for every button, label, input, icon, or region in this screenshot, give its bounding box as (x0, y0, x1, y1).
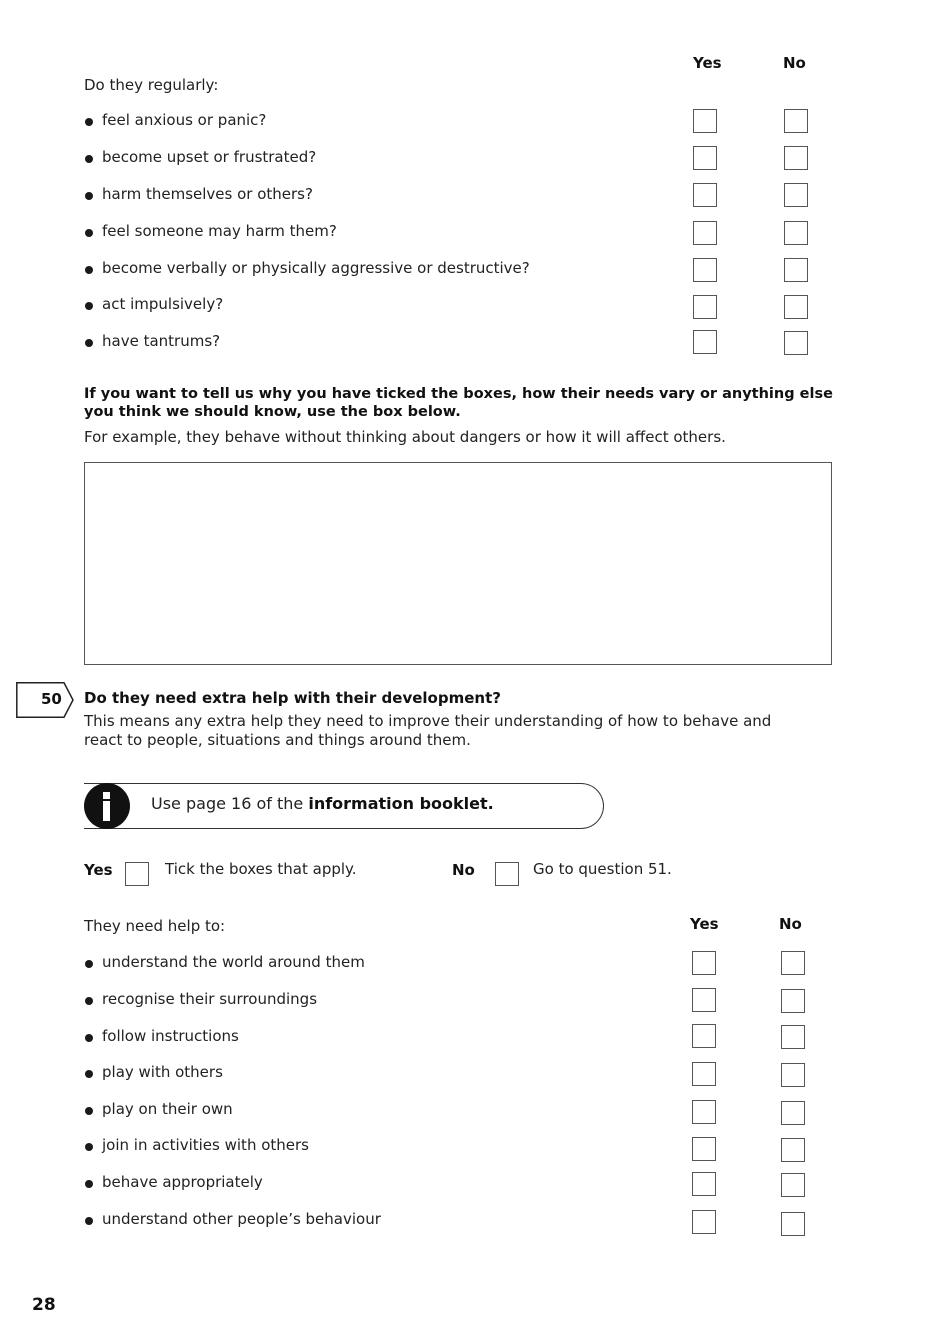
item-label: feel someone may harm them? (102, 222, 337, 240)
question-number-badge (16, 682, 74, 718)
item-label: play with others (102, 1063, 223, 1081)
explanation-textarea[interactable] (84, 462, 832, 665)
bullet-icon (85, 1107, 93, 1115)
item-label: follow instructions (102, 1027, 239, 1045)
info-icon (84, 783, 130, 829)
checkbox-yes-play-others[interactable] (692, 1062, 716, 1086)
checkbox-yes-aggressive[interactable] (693, 258, 717, 282)
bullet-icon (85, 1143, 93, 1151)
question-description: This means any extra help they need to improve their understanding of how to behave and react to people, situations and things around them. (84, 712, 772, 749)
bullet-icon (85, 960, 93, 968)
checkbox-yes-surroundings[interactable] (692, 988, 716, 1012)
checkbox-yes-upset[interactable] (693, 146, 717, 170)
bullet-icon (85, 266, 93, 274)
checkbox-no-aggressive[interactable] (784, 258, 808, 282)
question-number: 50 (41, 690, 62, 708)
item-label: play on their own (102, 1100, 233, 1118)
checkbox-no-behave[interactable] (781, 1173, 805, 1197)
bullet-icon (85, 302, 93, 310)
checkbox-no-instructions[interactable] (781, 1025, 805, 1049)
bullet-icon (85, 1217, 93, 1225)
no-column-header-2: No (779, 915, 802, 933)
bullet-icon (85, 1070, 93, 1078)
bullet-icon (85, 118, 93, 126)
question-title: Do they need extra help with their development? (84, 689, 501, 707)
page-number: 28 (32, 1295, 56, 1315)
item-label: become verbally or physically aggressive or destructive? (102, 259, 530, 277)
yes-column-header-2: Yes (690, 915, 719, 933)
checkbox-yes-anxious[interactable] (693, 109, 717, 133)
item-label: harm themselves or others? (102, 185, 313, 203)
explain-instruction: If you want to tell us why you have ticked the boxes, how their needs vary or anything else you think we should know, use the box below. (84, 386, 833, 420)
explain-example: For example, they behave without thinking about dangers or how it will affect others. (84, 428, 726, 446)
checkbox-yes-tantrums[interactable] (693, 330, 717, 354)
item-label: behave appropriately (102, 1173, 263, 1191)
checkbox-no-impulsive[interactable] (784, 295, 808, 319)
bullet-icon (85, 997, 93, 1005)
no-column-header: No (783, 54, 806, 72)
yes-label: Yes (84, 861, 113, 879)
section1-intro: Do they regularly: (84, 76, 219, 94)
checkbox-yes-impulsive[interactable] (693, 295, 717, 319)
item-label: understand the world around them (102, 953, 365, 971)
info-booklet-link: information booklet. (308, 794, 494, 813)
checkbox-yes-play-own[interactable] (692, 1100, 716, 1124)
checkbox-yes-instructions[interactable] (692, 1024, 716, 1048)
checkbox-no-play-others[interactable] (781, 1063, 805, 1087)
bullet-icon (85, 229, 93, 237)
bullet-icon (85, 1034, 93, 1042)
checkbox-no-understand-behaviour[interactable] (781, 1212, 805, 1236)
bullet-icon (85, 192, 93, 200)
checkbox-no-tantrums[interactable] (784, 331, 808, 355)
checkbox-no-feel-harm[interactable] (784, 221, 808, 245)
item-label: have tantrums? (102, 332, 221, 350)
checkbox-no-world[interactable] (781, 951, 805, 975)
checkbox-yes-understand-behaviour[interactable] (692, 1210, 716, 1234)
checkbox-no-harm[interactable] (784, 183, 808, 207)
item-label: join in activities with others (102, 1136, 309, 1154)
checkbox-no-upset[interactable] (784, 146, 808, 170)
checkbox-no-surroundings[interactable] (781, 989, 805, 1013)
item-label: become upset or frustrated? (102, 148, 317, 166)
checkbox-q50-no[interactable] (495, 862, 519, 886)
item-label: act impulsively? (102, 295, 224, 313)
checkbox-no-activities[interactable] (781, 1138, 805, 1162)
item-label: understand other people’s behaviour (102, 1210, 381, 1228)
checkbox-yes-behave[interactable] (692, 1172, 716, 1196)
checkbox-no-anxious[interactable] (784, 109, 808, 133)
checkbox-yes-world[interactable] (692, 951, 716, 975)
checkbox-yes-activities[interactable] (692, 1137, 716, 1161)
bullet-icon (85, 155, 93, 163)
yes-instruction: Tick the boxes that apply. (165, 860, 357, 878)
info-text: Use page 16 of the information booklet. (151, 794, 494, 813)
checkbox-yes-harm[interactable] (693, 183, 717, 207)
checkbox-q50-yes[interactable] (125, 862, 149, 886)
section2-intro: They need help to: (84, 917, 226, 935)
item-label: recognise their surroundings (102, 990, 318, 1008)
bullet-icon (85, 339, 93, 347)
checkbox-no-play-own[interactable] (781, 1101, 805, 1125)
item-label: feel anxious or panic? (102, 111, 267, 129)
checkbox-yes-feel-harm[interactable] (693, 221, 717, 245)
no-label: No (452, 861, 475, 879)
yes-column-header: Yes (693, 54, 722, 72)
bullet-icon (85, 1180, 93, 1188)
no-instruction: Go to question 51. (533, 860, 672, 878)
